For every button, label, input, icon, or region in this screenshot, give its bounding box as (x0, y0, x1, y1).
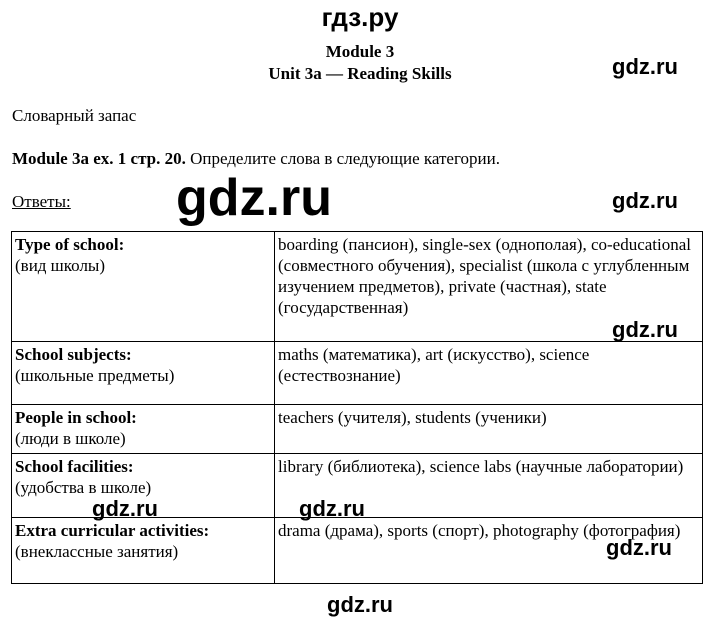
category-translation: (школьные предметы) (15, 366, 175, 385)
category-cell (12, 232, 275, 342)
words-cell: boarding (пансион), single-sex (однополая), co-educational (совместного обучения), specialist (школа с углубленным изучением предметов), private (частная), state (государственная) (275, 232, 703, 342)
watermark-right-4: gdz.ru (606, 535, 672, 560)
module-title: Module 3 (325, 42, 395, 61)
watermark-mid-2: gdz.ru (299, 496, 365, 521)
category-translation: (удобства в школе) (15, 478, 152, 497)
category-cell (12, 405, 275, 454)
watermark-big: gdz.ru (176, 169, 332, 227)
watermark-mid-1: gdz.ru (92, 496, 158, 521)
vocabulary-table (11, 231, 703, 584)
section-label: Словарный запас (12, 106, 137, 125)
task-text: Определите слова в следующие категории. (185, 149, 500, 168)
words-cell: library (библиотека), science labs (научные лаборатории) (275, 454, 703, 518)
category-name: People in school: (15, 408, 137, 427)
words-cell: teachers (учителя), students (ученики) (275, 405, 703, 454)
unit-title: Unit 3a — Reading Skills (268, 64, 452, 83)
table-row (12, 405, 703, 454)
table-row (12, 232, 703, 342)
category-cell (12, 342, 275, 405)
words-cell: maths (математика), art (искусство), science (естествознание) (275, 342, 703, 405)
answers-label: Ответы: (12, 192, 71, 211)
table-row (12, 342, 703, 405)
task-line (12, 149, 500, 169)
category-name: School subjects: (15, 345, 132, 364)
category-name: School facilities: (15, 457, 134, 476)
category-name: Type of school: (15, 235, 125, 254)
table-row (12, 518, 703, 584)
category-translation: (внеклассные занятия) (15, 542, 179, 561)
category-name: Extra curricular activities: (15, 521, 210, 540)
words-cell: drama (драма), sports (спорт), photography (фотография) (275, 518, 703, 584)
watermark-right-2: gdz.ru (612, 188, 678, 213)
watermark-bottom: gdz.ru (327, 592, 393, 617)
category-cell (12, 518, 275, 584)
category-translation: (люди в школе) (15, 429, 126, 448)
watermark-top: гдз.ру (321, 2, 399, 32)
watermark-right-1: gdz.ru (612, 54, 678, 79)
task-ref: Module 3a ex. 1 стр. 20. (12, 149, 186, 168)
watermark-right-3: gdz.ru (612, 317, 678, 342)
category-translation: (вид школы) (15, 256, 106, 275)
